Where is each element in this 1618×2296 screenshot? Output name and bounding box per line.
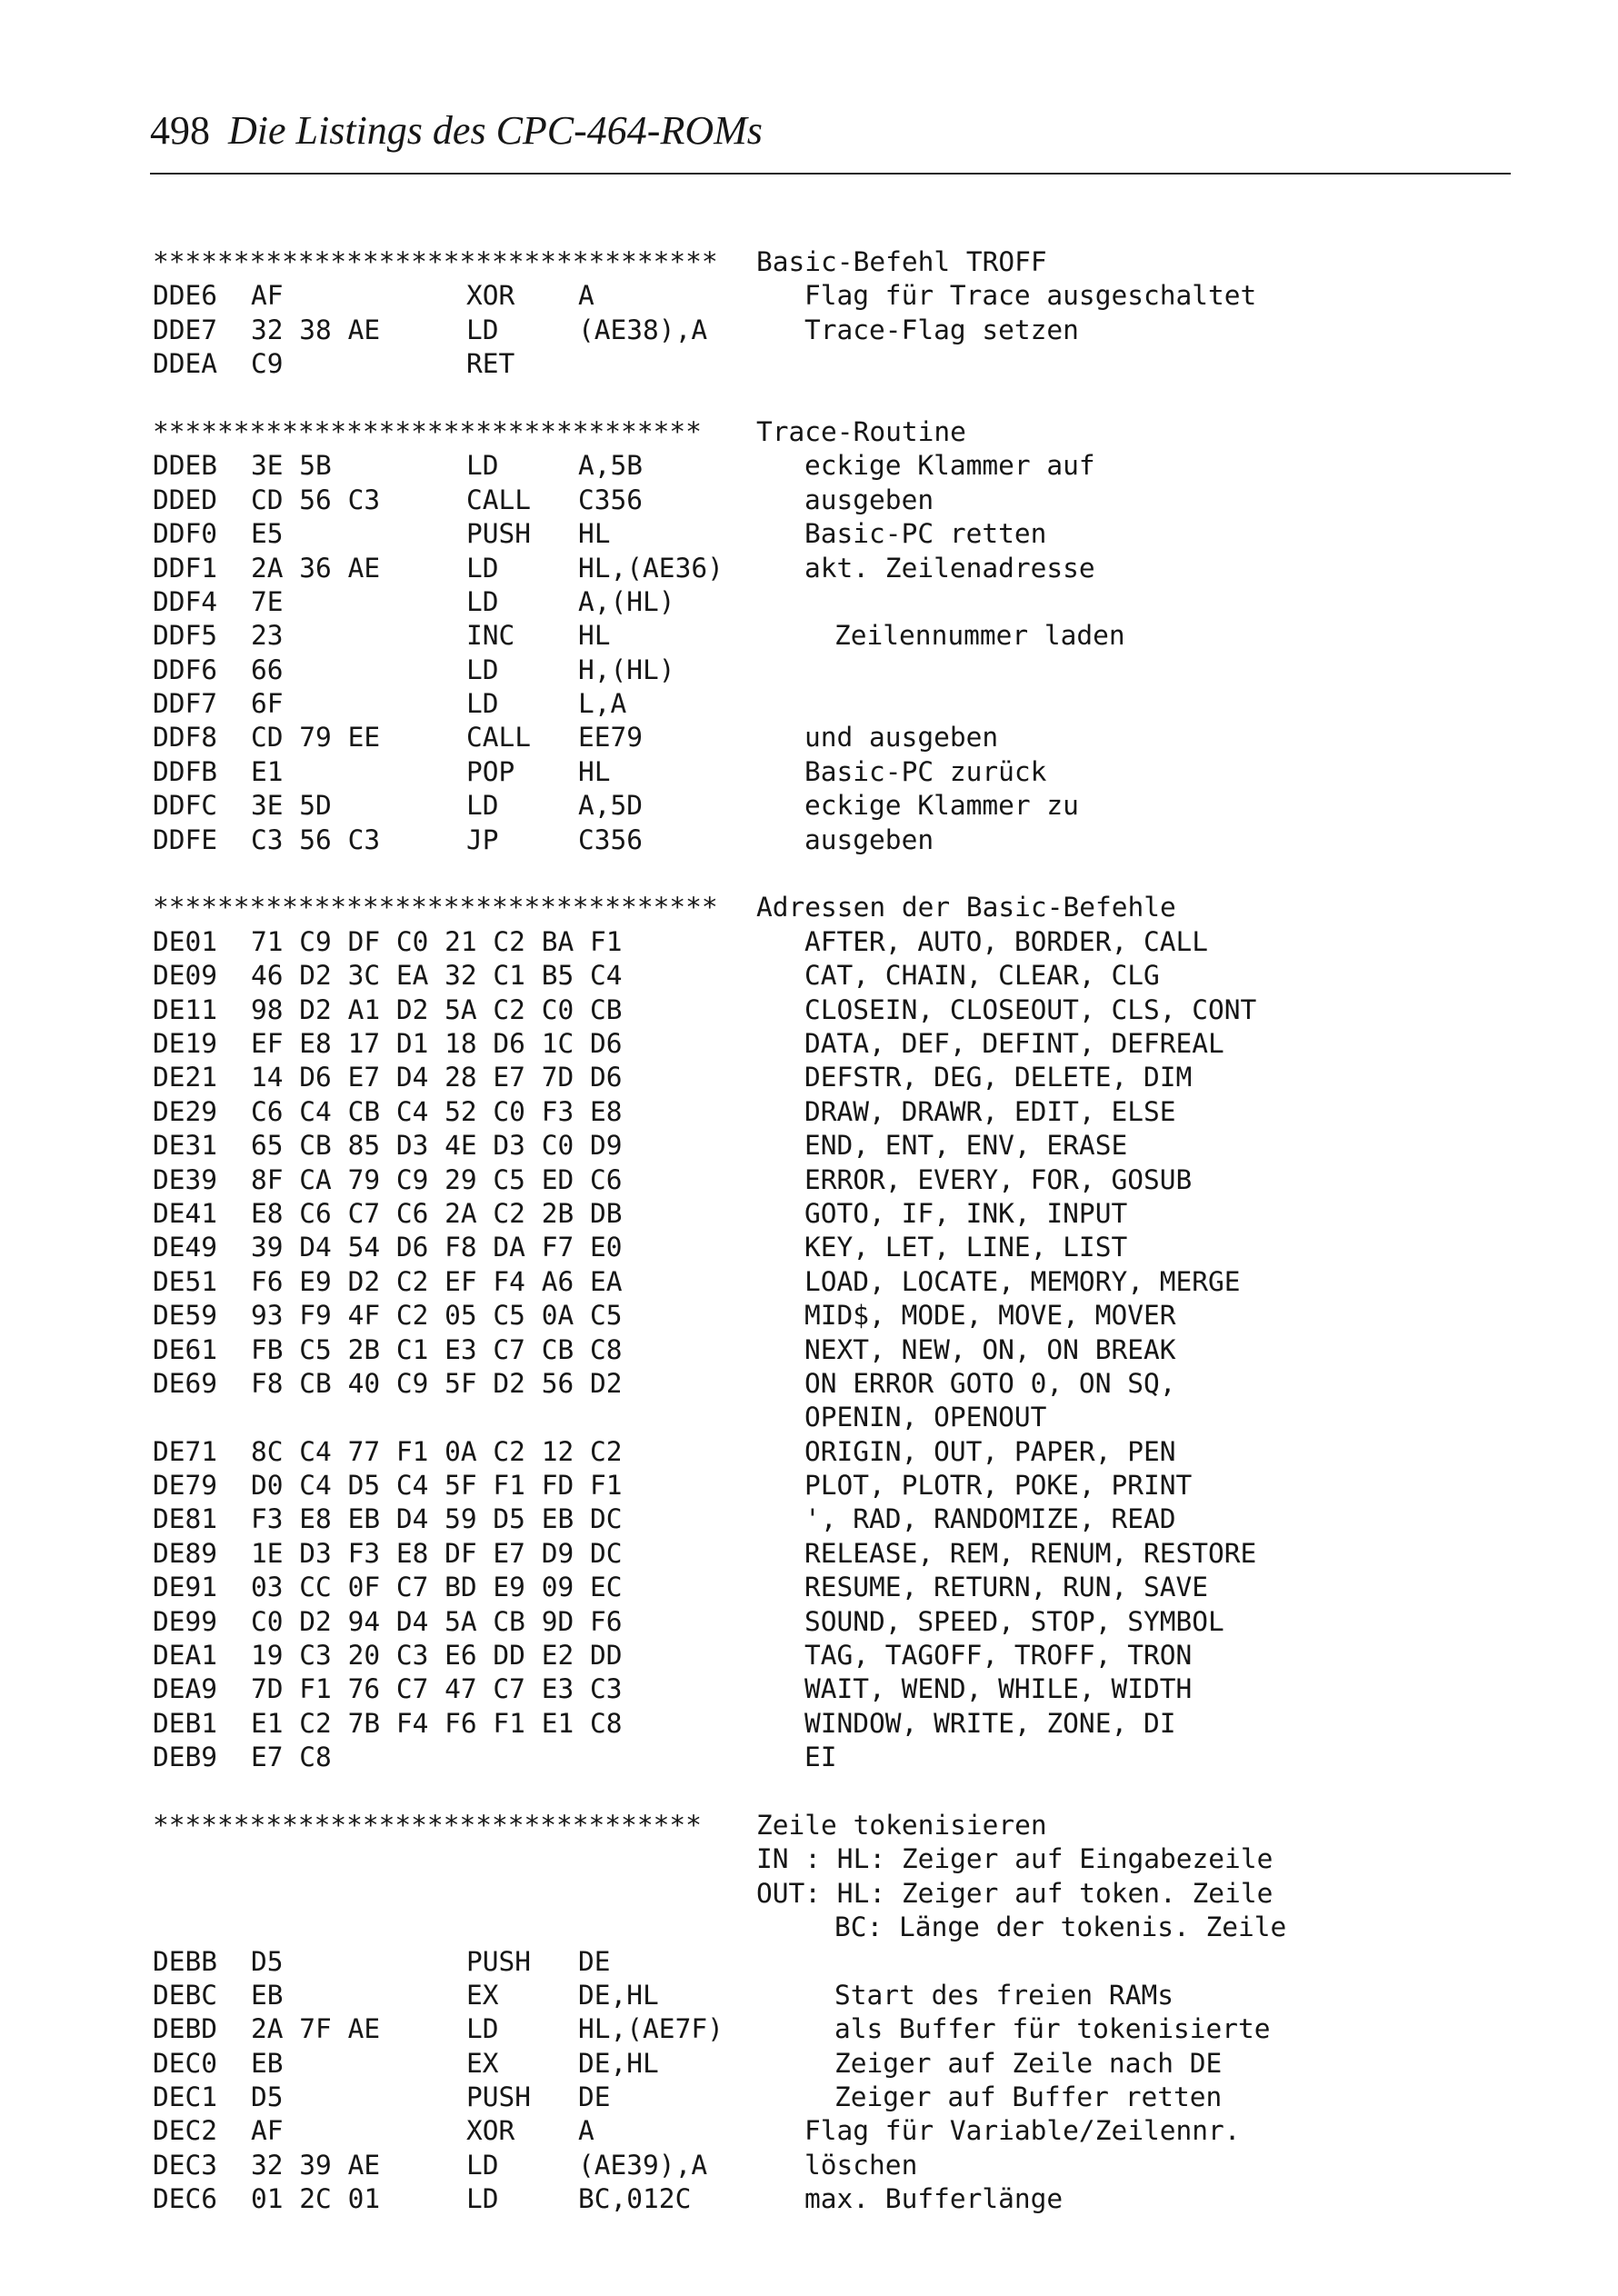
mnemonic-cell: PUSH xyxy=(466,1945,532,1977)
hex-bytes-cell: 7D F1 76 C7 47 C7 E3 C3 xyxy=(251,1673,623,1705)
operand-cell: DE xyxy=(578,1945,611,1977)
mnemonic-cell: XOR xyxy=(466,2115,515,2147)
section-title: Trace-Routine xyxy=(756,415,966,447)
section-title: Basic-Befehl TROFF xyxy=(756,246,1047,277)
comment-cell: KEY, LET, LINE, LIST xyxy=(804,1232,1128,1263)
comment-cell: END, ENT, ENV, ERASE xyxy=(804,1130,1128,1162)
mnemonic-cell: INC xyxy=(466,620,515,652)
hex-bytes-cell: CD 56 C3 xyxy=(251,484,381,515)
comment-cell: DATA, DEF, DEFINT, DEFREAL xyxy=(804,1027,1224,1059)
address-cell: DDF8 xyxy=(153,722,218,754)
comment-cell: IN : HL: Zeiger auf Eingabezeile xyxy=(756,1843,1273,1875)
hex-bytes-cell: 1E D3 F3 E8 DF E7 D9 DC xyxy=(251,1537,623,1569)
comment-cell: PLOT, PLOTR, POKE, PRINT xyxy=(804,1470,1193,1502)
operand-cell: A,(HL) xyxy=(578,585,675,617)
address-cell: DE79 xyxy=(153,1470,218,1502)
mnemonic-cell: PUSH xyxy=(466,2081,532,2113)
operand-cell: (AE38),A xyxy=(578,314,708,345)
address-cell: DDF6 xyxy=(153,654,218,685)
address-cell: DE69 xyxy=(153,1367,218,1399)
mnemonic-cell: LD xyxy=(466,654,499,685)
comment-cell: AFTER, AUTO, BORDER, CALL xyxy=(804,925,1209,957)
comment-cell: Zeiger auf Buffer retten xyxy=(834,2081,1223,2113)
address-cell: DDF1 xyxy=(153,552,218,584)
hex-bytes-cell: 8F CA 79 C9 29 C5 ED C6 xyxy=(251,1163,623,1195)
operand-cell: DE,HL xyxy=(578,2047,659,2079)
mnemonic-cell: EX xyxy=(466,1979,499,2011)
address-cell: DEA9 xyxy=(153,1673,218,1705)
comment-cell: DEFSTR, DEG, DELETE, DIM xyxy=(804,1062,1193,1093)
comment-cell: MID$, MODE, MOVE, MOVER xyxy=(804,1300,1176,1332)
hex-bytes-cell: 8C C4 77 F1 0A C2 12 C2 xyxy=(251,1435,623,1467)
comment-cell: OPENIN, OPENOUT xyxy=(804,1402,1047,1433)
hex-bytes-cell: 03 CC 0F C7 BD E9 09 EC xyxy=(251,1572,623,1603)
address-cell: DDE6 xyxy=(153,280,218,312)
address-cell: DE21 xyxy=(153,1062,218,1093)
address-cell: DE41 xyxy=(153,1197,218,1229)
operand-cell: A xyxy=(578,2115,594,2147)
hex-bytes-cell: EB xyxy=(251,1979,284,2011)
hex-bytes-cell: 98 D2 A1 D2 5A C2 C0 CB xyxy=(251,993,623,1025)
comment-cell: Flag für Variable/Zeilennr. xyxy=(804,2115,1241,2147)
hex-bytes-cell: 2A 7F AE xyxy=(251,2013,381,2045)
operand-cell: H,(HL) xyxy=(578,654,675,685)
hex-bytes-cell: E7 C8 xyxy=(251,1742,332,1773)
hex-bytes-cell: C9 xyxy=(251,348,284,380)
comment-cell: ON ERROR GOTO 0, ON SQ, xyxy=(804,1367,1176,1399)
operand-cell: A,5B xyxy=(578,450,644,482)
comment-cell: Start des freien RAMs xyxy=(834,1979,1174,2011)
hex-bytes-cell: 39 D4 54 D6 F8 DA F7 E0 xyxy=(251,1232,623,1263)
hex-bytes-cell: 93 F9 4F C2 05 C5 0A C5 xyxy=(251,1300,623,1332)
mnemonic-cell: LD xyxy=(466,790,499,822)
hex-bytes-cell: F6 E9 D2 C2 EF F4 A6 EA xyxy=(251,1265,623,1297)
operand-cell: L,A xyxy=(578,688,627,720)
comment-cell: GOTO, IF, INK, INPUT xyxy=(804,1197,1128,1229)
hex-bytes-cell: 71 C9 DF C0 21 C2 BA F1 xyxy=(251,925,623,957)
hex-bytes-cell: EB xyxy=(251,2047,284,2079)
section-title: Zeile tokenisieren xyxy=(756,1809,1047,1841)
hex-bytes-cell: 6F xyxy=(251,688,284,720)
comment-cell: akt. Zeilenadresse xyxy=(804,552,1095,584)
operand-cell: C356 xyxy=(578,484,644,515)
address-cell: DE09 xyxy=(153,960,218,992)
hex-bytes-cell: AF xyxy=(251,2115,284,2147)
hex-bytes-cell: 46 D2 3C EA 32 C1 B5 C4 xyxy=(251,960,623,992)
operand-cell: HL,(AE7F) xyxy=(578,2013,724,2045)
comment-cell: TAG, TAGOFF, TROFF, TRON xyxy=(804,1640,1193,1672)
operand-cell: DE xyxy=(578,2081,611,2113)
address-cell: DDED xyxy=(153,484,218,515)
hex-bytes-cell: 3E 5B xyxy=(251,450,332,482)
address-cell: DEB9 xyxy=(153,1742,218,1773)
hex-bytes-cell: E5 xyxy=(251,518,284,550)
address-cell: DE99 xyxy=(153,1605,218,1637)
address-cell: DDFB xyxy=(153,755,218,787)
address-cell: DE91 xyxy=(153,1572,218,1603)
comment-cell: WAIT, WEND, WHILE, WIDTH xyxy=(804,1673,1193,1705)
mnemonic-cell: RET xyxy=(466,348,515,380)
address-cell: DE49 xyxy=(153,1232,218,1263)
hex-bytes-cell: 23 xyxy=(251,620,284,652)
hex-bytes-cell: CD 79 EE xyxy=(251,722,381,754)
address-cell: DE51 xyxy=(153,1265,218,1297)
separator-stars: *********************************** xyxy=(153,246,718,277)
address-cell: DE89 xyxy=(153,1537,218,1569)
mnemonic-cell: LD xyxy=(466,314,499,345)
comment-cell: WINDOW, WRITE, ZONE, DI xyxy=(804,1707,1176,1739)
comment-cell: RELEASE, REM, RENUM, RESTORE xyxy=(804,1537,1257,1569)
hex-bytes-cell: 32 39 AE xyxy=(251,2149,381,2181)
hex-bytes-cell: FB C5 2B C1 E3 C7 CB C8 xyxy=(251,1333,623,1365)
mnemonic-cell: LD xyxy=(466,552,499,584)
operand-cell: HL,(AE36) xyxy=(578,552,724,584)
comment-cell: RESUME, RETURN, RUN, SAVE xyxy=(804,1572,1209,1603)
separator-stars: ********************************** xyxy=(153,415,702,447)
operand-cell: EE79 xyxy=(578,722,644,754)
address-cell: DE59 xyxy=(153,1300,218,1332)
hex-bytes-cell: AF xyxy=(251,280,284,312)
hex-bytes-cell: 65 CB 85 D3 4E D3 C0 D9 xyxy=(251,1130,623,1162)
comment-cell: ORIGIN, OUT, PAPER, PEN xyxy=(804,1435,1176,1467)
operand-cell: DE,HL xyxy=(578,1979,659,2011)
comment-cell: ERROR, EVERY, FOR, GOSUB xyxy=(804,1163,1193,1195)
address-cell: DE29 xyxy=(153,1095,218,1127)
address-cell: DEC2 xyxy=(153,2115,218,2147)
mnemonic-cell: POP xyxy=(466,755,515,787)
address-cell: DEBB xyxy=(153,1945,218,1977)
operand-cell: HL xyxy=(578,620,611,652)
page-header xyxy=(150,102,763,160)
hex-bytes-cell: 32 38 AE xyxy=(251,314,381,345)
address-cell: DDF4 xyxy=(153,585,218,617)
mnemonic-cell: LD xyxy=(466,2149,499,2181)
hex-bytes-cell: D0 C4 D5 C4 5F F1 FD F1 xyxy=(251,1470,623,1502)
address-cell: DE81 xyxy=(153,1503,218,1535)
comment-cell: DRAW, DRAWR, EDIT, ELSE xyxy=(804,1095,1176,1127)
address-cell: DEBC xyxy=(153,1979,218,2011)
address-cell: DDFE xyxy=(153,824,218,855)
operand-cell: BC,012C xyxy=(578,2183,692,2215)
comment-cell: EI xyxy=(804,1742,837,1773)
mnemonic-cell: LD xyxy=(466,2013,499,2045)
mnemonic-cell: CALL xyxy=(466,722,532,754)
address-cell: DEBD xyxy=(153,2013,218,2045)
comment-cell: eckige Klammer auf xyxy=(804,450,1095,482)
hex-bytes-cell: C3 56 C3 xyxy=(251,824,381,855)
hex-bytes-cell: EF E8 17 D1 18 D6 1C D6 xyxy=(251,1027,623,1059)
mnemonic-cell: XOR xyxy=(466,280,515,312)
comment-cell: Flag für Trace ausgeschaltet xyxy=(804,280,1257,312)
address-cell: DE01 xyxy=(153,925,218,957)
comment-cell: OUT: HL: Zeiger auf token. Zeile xyxy=(756,1877,1273,1909)
address-cell: DDF5 xyxy=(153,620,218,652)
comment-cell: löschen xyxy=(804,2149,918,2181)
hex-bytes-cell: E8 C6 C7 C6 2A C2 2B DB xyxy=(251,1197,623,1229)
hex-bytes-cell: F3 E8 EB D4 59 D5 EB DC xyxy=(251,1503,623,1535)
hex-bytes-cell: 19 C3 20 C3 E6 DD E2 DD xyxy=(251,1640,623,1672)
operand-cell: HL xyxy=(578,755,611,787)
address-cell: DE71 xyxy=(153,1435,218,1467)
address-cell: DEC1 xyxy=(153,2081,218,2113)
comment-cell: LOAD, LOCATE, MEMORY, MERGE xyxy=(804,1265,1241,1297)
address-cell: DEC3 xyxy=(153,2149,218,2181)
address-cell: DDEA xyxy=(153,348,218,380)
hex-bytes-cell: 14 D6 E7 D4 28 E7 7D D6 xyxy=(251,1062,623,1093)
comment-cell: NEXT, NEW, ON, ON BREAK xyxy=(804,1333,1176,1365)
comment-cell: und ausgeben xyxy=(804,722,999,754)
comment-cell: ausgeben xyxy=(804,484,934,515)
comment-cell: CLOSEIN, CLOSEOUT, CLS, CONT xyxy=(804,993,1257,1025)
address-cell: DE39 xyxy=(153,1163,218,1195)
address-cell: DEC0 xyxy=(153,2047,218,2079)
mnemonic-cell: JP xyxy=(466,824,499,855)
comment-cell: SOUND, SPEED, STOP, SYMBOL xyxy=(804,1605,1224,1637)
operand-cell: A,5D xyxy=(578,790,644,822)
page-title: Die Listings des CPC-464-ROMs xyxy=(228,108,763,153)
separator-stars: ********************************** xyxy=(153,1809,702,1841)
address-cell: DE31 xyxy=(153,1130,218,1162)
comment-cell: Zeiger auf Zeile nach DE xyxy=(834,2047,1223,2079)
hex-bytes-cell: E1 xyxy=(251,755,284,787)
address-cell: DDE7 xyxy=(153,314,218,345)
section-title: Adressen der Basic-Befehle xyxy=(756,892,1176,923)
hex-bytes-cell: 3E 5D xyxy=(251,790,332,822)
comment-cell: eckige Klammer zu xyxy=(804,790,1079,822)
comment-cell: Zeilennummer laden xyxy=(834,620,1125,652)
hex-bytes-cell: 7E xyxy=(251,585,284,617)
operand-cell: C356 xyxy=(578,824,644,855)
mnemonic-cell: CALL xyxy=(466,484,532,515)
comment-cell: CAT, CHAIN, CLEAR, CLG xyxy=(804,960,1160,992)
comment-cell: BC: Länge der tokenis. Zeile xyxy=(834,1912,1287,1943)
hex-bytes-cell: C0 D2 94 D4 5A CB 9D F6 xyxy=(251,1605,623,1637)
address-cell: DDFC xyxy=(153,790,218,822)
address-cell: DEC6 xyxy=(153,2183,218,2215)
comment-cell: als Buffer für tokenisierte xyxy=(834,2013,1271,2045)
header-rule xyxy=(150,173,1511,175)
mnemonic-cell: LD xyxy=(466,2183,499,2215)
comment-cell: Basic-PC zurück xyxy=(804,755,1047,787)
address-cell: DDF0 xyxy=(153,518,218,550)
hex-bytes-cell: F8 CB 40 C9 5F D2 56 D2 xyxy=(251,1367,623,1399)
mnemonic-cell: PUSH xyxy=(466,518,532,550)
address-cell: DEA1 xyxy=(153,1640,218,1672)
address-cell: DDEB xyxy=(153,450,218,482)
separator-stars: *********************************** xyxy=(153,892,718,923)
address-cell: DE11 xyxy=(153,993,218,1025)
address-cell: DEB1 xyxy=(153,1707,218,1739)
comment-cell: Trace-Flag setzen xyxy=(804,314,1079,345)
hex-bytes-cell: 01 2C 01 xyxy=(251,2183,381,2215)
hex-bytes-cell: 66 xyxy=(251,654,284,685)
mnemonic-cell: LD xyxy=(466,688,499,720)
page-number: 498 xyxy=(150,108,210,153)
hex-bytes-cell: D5 xyxy=(251,1945,284,1977)
operand-cell: HL xyxy=(578,518,611,550)
mnemonic-cell: LD xyxy=(466,450,499,482)
operand-cell: (AE39),A xyxy=(578,2149,708,2181)
hex-bytes-cell: 2A 36 AE xyxy=(251,552,381,584)
hex-bytes-cell: C6 C4 CB C4 52 C0 F3 E8 xyxy=(251,1095,623,1127)
hex-bytes-cell: E1 C2 7B F4 F6 F1 E1 C8 xyxy=(251,1707,623,1739)
hex-bytes-cell: D5 xyxy=(251,2081,284,2113)
address-cell: DE61 xyxy=(153,1333,218,1365)
comment-cell: max. Bufferlänge xyxy=(804,2183,1064,2215)
comment-cell: ', RAD, RANDOMIZE, READ xyxy=(804,1503,1176,1535)
address-cell: DDF7 xyxy=(153,688,218,720)
operand-cell: A xyxy=(578,280,594,312)
mnemonic-cell: EX xyxy=(466,2047,499,2079)
mnemonic-cell: LD xyxy=(466,585,499,617)
address-cell: DE19 xyxy=(153,1027,218,1059)
comment-cell: ausgeben xyxy=(804,824,934,855)
comment-cell: Basic-PC retten xyxy=(804,518,1047,550)
